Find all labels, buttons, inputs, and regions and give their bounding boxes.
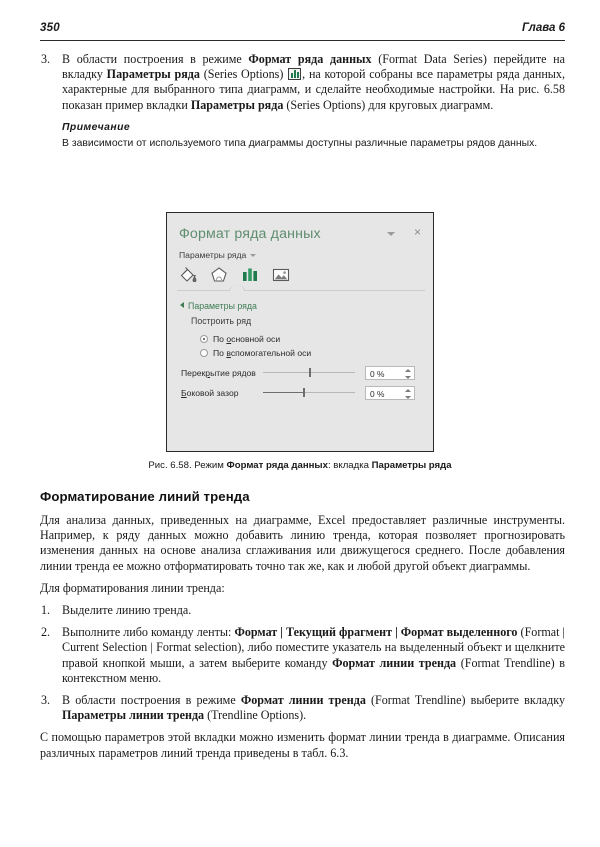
step-number: 3. <box>41 693 51 708</box>
step-bold-format-trendline-mode: Формат линии тренда <box>240 693 366 708</box>
page-number: 350 <box>40 22 60 34</box>
note-block <box>62 122 559 150</box>
section-lead-in: Для форматирования линии тренда: <box>40 580 225 595</box>
radio-primary-axis[interactable] <box>200 334 280 344</box>
gap-width-value: 0 % <box>370 388 385 399</box>
step-text-part: (Trendline Options). <box>204 708 307 723</box>
series-overlap-value: 0 % <box>370 368 385 379</box>
spinner-arrows[interactable] <box>405 388 411 400</box>
step-item-2 <box>40 625 565 686</box>
slider-track-line <box>303 392 355 393</box>
series-overlap-slider[interactable] <box>263 367 355 378</box>
section-paragraph-1: Для анализа данных, приведенных на диаграмме, Excel предоставляет различные инструменты. Например, к ряду данных можно добавить линию тренда, которая позволяет прогнозировать изменения данных на основе анализа сглаживания или движущегося среднего. После добавления линии тренда ее можно отформатировать точно так же, как и любой другой объект диаграммы. <box>40 513 565 573</box>
icon-bar-divider <box>177 290 425 291</box>
step-text-part: (Format Trendline) в контекстном меню. <box>62 655 566 685</box>
close-icon[interactable]: × <box>413 225 421 239</box>
radio-unselected-icon <box>200 349 208 357</box>
radio-label-part: По <box>213 334 227 344</box>
series-overlap-label <box>181 368 261 378</box>
step-text-part: В области построения в режиме <box>62 693 241 708</box>
radio-secondary-axis[interactable] <box>200 348 311 358</box>
slider-handle[interactable] <box>309 368 311 377</box>
slider-label-part: ытие рядов <box>210 367 256 378</box>
step-text-part: (Series Options) для круговых диаграмм. <box>283 97 494 112</box>
step-item-1 <box>40 603 565 618</box>
step-bold-ribbon-command: Формат | Текущий фрагмент | Формат выделенного <box>234 625 518 640</box>
spinner-down-icon[interactable] <box>405 376 411 379</box>
step-text: Выделите линию тренда. <box>62 603 192 618</box>
step-number: 3. <box>41 52 51 66</box>
spinner-up-icon[interactable] <box>405 389 411 392</box>
series-options-chart-icon[interactable] <box>239 265 261 285</box>
radio-label-part: По <box>213 348 227 358</box>
gap-width-row <box>181 385 421 400</box>
step-text-part: , на которой собраны все параметры ряда данных, характерные для выбранного типа диаграмм, и сделайте необходимые настройки. На рис. 6.58 показан пример вкладки <box>62 67 566 112</box>
step-text-part: (Format Trendline) выберите вкладку <box>365 693 565 708</box>
radio-selected-icon <box>200 335 208 343</box>
closing-paragraph: С помощью параметров этой вкладки можно изменить формат линии тренда в диаграмме. Описания различных параметров линий тренда приведены в табл. 6.3. <box>40 730 565 760</box>
spinner-down-icon[interactable] <box>405 396 411 399</box>
step-bold-format-data-series: Формат ряда данных <box>248 52 372 66</box>
chevron-down-icon <box>250 254 256 257</box>
step-text-part: (Format Data Series) перейдите на вкладку <box>62 52 565 82</box>
top-step-list <box>40 52 565 113</box>
slider-label-accesskey: р <box>205 367 211 378</box>
caption-bold-mode: Формат ряда данных <box>226 460 328 471</box>
note-text: В зависимости от используемого типа диаграммы доступны различные параметры рядов данных. <box>62 137 538 149</box>
caption-bold-tab: Параметры ряда <box>371 460 452 471</box>
radio-label-part: спомогательной оси <box>230 348 312 358</box>
slider-label-part: Перек <box>181 367 206 378</box>
radio-label-accesskey: в <box>226 348 231 358</box>
bar-chart-icon <box>288 68 301 80</box>
step-bold-series-options: Параметры ряда <box>106 67 200 82</box>
step-bold-series-options-2: Параметры ряда <box>190 97 284 112</box>
expand-triangle-icon <box>180 302 184 308</box>
format-data-series-pane-screenshot <box>166 212 434 452</box>
series-options-section-heading[interactable] <box>180 301 257 311</box>
header-divider <box>40 40 565 41</box>
trendline-step-list <box>40 603 565 723</box>
radio-label-accesskey: о <box>226 334 232 344</box>
gap-width-spinner[interactable] <box>365 386 415 400</box>
chapter-label: Глава 6 <box>522 22 565 34</box>
spinner-up-icon[interactable] <box>405 369 411 372</box>
series-options-heading-label: Параметры ряда <box>188 301 257 311</box>
section-heading: Форматирование линий тренда <box>40 489 250 504</box>
radio-label-part: сновной оси <box>231 334 281 344</box>
gap-width-slider[interactable] <box>263 387 355 398</box>
note-title: Примечание <box>62 121 131 133</box>
step-text-part: (Series Options) <box>199 67 288 82</box>
step-text-part: (Format | Current Selection | Format selection), либо поместите указатель на выделенный объект и щелкните правой кнопкой мыши, а затем выберите команду <box>62 625 565 670</box>
fill-bucket-icon[interactable] <box>177 265 199 285</box>
step-item-3-top <box>40 52 565 113</box>
picture-icon[interactable] <box>270 265 292 285</box>
gap-width-label <box>181 388 261 398</box>
figure-block <box>0 212 600 471</box>
caption-prefix: Рис. 6.58. Режим <box>148 460 227 471</box>
slider-handle[interactable] <box>303 388 305 397</box>
caption-mid: : вкладка <box>327 460 372 471</box>
series-dropdown-label: Параметры ряда <box>179 250 247 260</box>
step-item-3 <box>40 693 565 723</box>
series-dropdown[interactable] <box>179 250 256 260</box>
top-content <box>40 52 565 160</box>
step-bold-trendline-options: Параметры линии тренда <box>62 708 205 723</box>
step-text-part: В области построения в режиме <box>62 52 249 66</box>
plot-series-on-label: Построить ряд <box>191 316 252 326</box>
active-tab-indicator <box>229 285 245 291</box>
running-head <box>40 22 565 34</box>
spinner-arrows[interactable] <box>405 368 411 380</box>
pane-title: Формат ряда данных <box>179 226 321 242</box>
step-number: 2. <box>41 625 51 640</box>
pane-icon-tab-bar <box>177 265 292 285</box>
step-bold-format-trendline: Формат линии тренда <box>332 655 457 670</box>
chevron-down-icon[interactable] <box>387 232 395 236</box>
series-overlap-row <box>181 365 421 380</box>
step-number: 1. <box>41 603 51 618</box>
section-content <box>40 489 565 768</box>
slider-track-line-filled <box>263 392 303 393</box>
slider-label-part: оковой зазор <box>186 387 239 398</box>
series-overlap-spinner[interactable] <box>365 366 415 380</box>
effects-pentagon-icon[interactable] <box>208 265 230 285</box>
step-text-part: Выполните либо команду ленты: <box>62 625 235 640</box>
slider-label-accesskey: Б <box>181 387 187 398</box>
figure-caption <box>0 460 600 471</box>
